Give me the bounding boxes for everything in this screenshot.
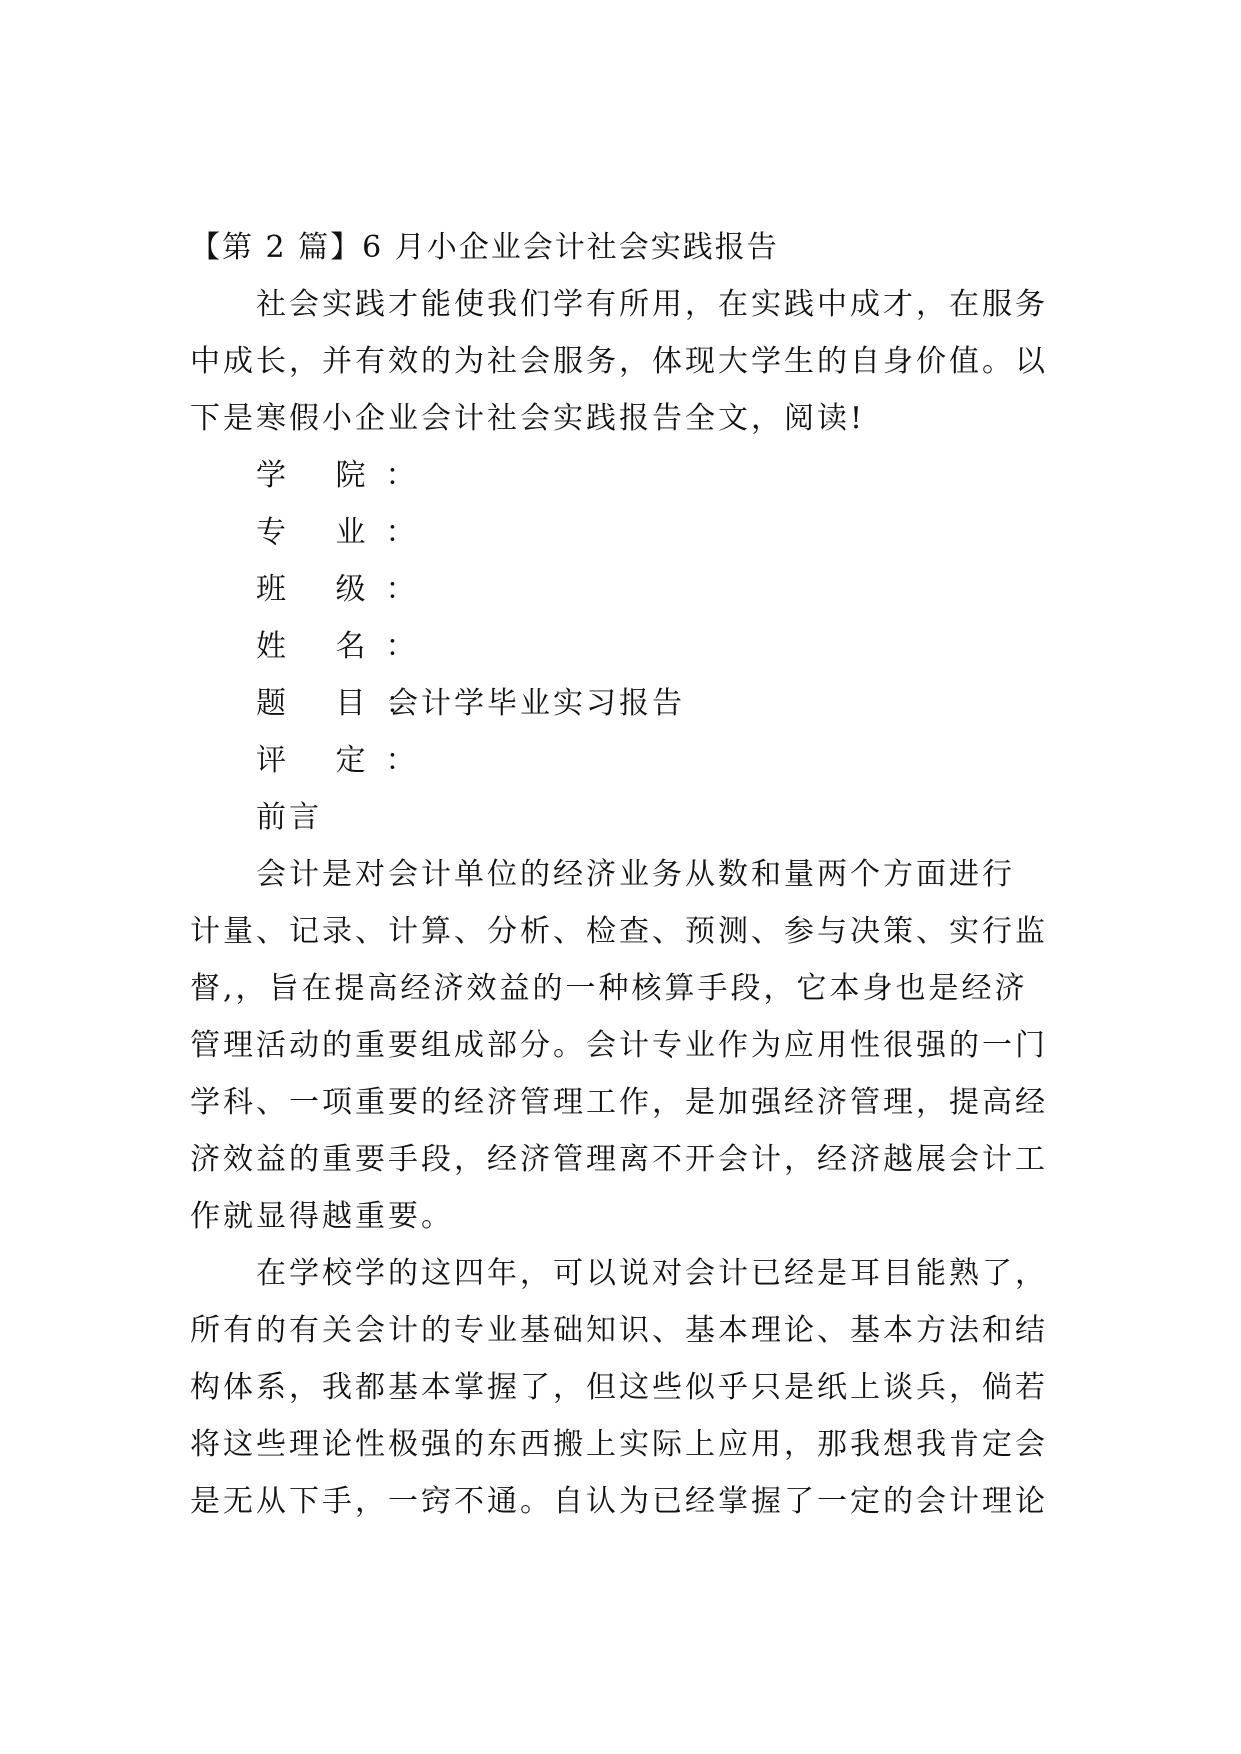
field-name [190, 618, 1060, 675]
document-title: 【第 2 篇】6 月小企业会计社会实践报告 [190, 230, 779, 265]
study-line: 所有的有关会计的专业基础知识、基本理论、基本方法和结 [190, 1313, 1048, 1348]
study-paragraph [190, 1245, 1060, 1530]
preface-line: 作就显得越重要。 [190, 1199, 454, 1234]
preface-line: 管理活动的重要组成部分。会计专业作为应用性很强的一门 [190, 1028, 1048, 1063]
document-body [190, 219, 1060, 1530]
preface-line: 计量、记录、计算、分析、检查、预测、参与决策、实行监 [190, 914, 1048, 949]
field-topic [190, 675, 1060, 732]
preface-paragraph [190, 846, 1060, 1245]
preface-line: 督,，旨在提高经济效益的一种核算手段，它本身也是经济 [190, 971, 1028, 1006]
field-label: 班 级： [256, 572, 436, 607]
field-value: 会计学毕业实习报告 [388, 686, 685, 721]
field-major [190, 504, 1060, 561]
preface-line: 济效益的重要手段，经济管理离不开会计，经济越展会计工 [190, 1142, 1048, 1177]
field-label: 评 定： [256, 743, 436, 778]
field-label: 专 业： [256, 515, 436, 550]
intro-line: 社会实践才能使我们学有所用，在实践中成才，在服务 [256, 287, 1048, 322]
study-line: 将这些理论性极强的东西搬上实际上应用，那我想我肯定会 [190, 1427, 1048, 1462]
preface-line: 学科、一项重要的经济管理工作，是加强经济管理，提高经 [190, 1085, 1048, 1120]
field-label: 题 目： [256, 686, 436, 721]
field-label: 姓 名： [256, 629, 436, 664]
study-line: 是无从下手，一窍不通。自认为已经掌握了一定的会计理论 [190, 1484, 1048, 1519]
field-college [190, 447, 1060, 504]
intro-paragraph [190, 276, 1060, 447]
intro-line: 中成长，并有效的为社会服务，体现大学生的自身价值。以 [190, 344, 1048, 379]
preface-line: 会计是对会计单位的经济业务从数和量两个方面进行 [256, 857, 1015, 892]
preface-heading: 前言 [256, 800, 322, 835]
study-line: 在学校学的这四年，可以说对会计已经是耳目能熟了， [256, 1256, 1048, 1291]
field-class [190, 561, 1060, 618]
study-line: 构体系，我都基本掌握了，但这些似乎只是纸上谈兵，倘若 [190, 1370, 1048, 1405]
field-label: 学 院： [256, 458, 436, 493]
intro-line: 下是寒假小企业会计社会实践报告全文，阅读! [190, 401, 866, 436]
field-assessment [190, 732, 1060, 789]
